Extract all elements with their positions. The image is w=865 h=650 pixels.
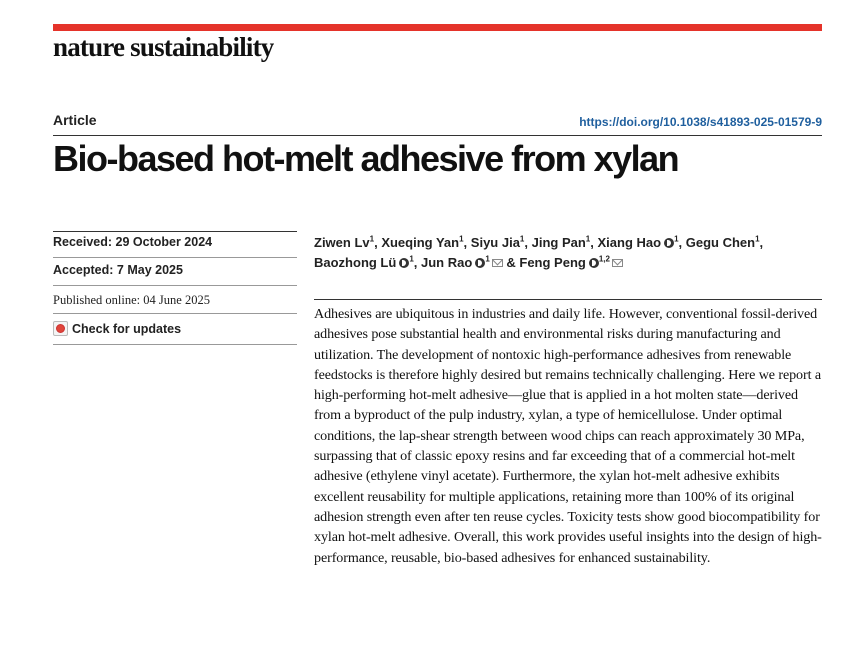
dates-divider xyxy=(53,285,297,286)
affiliation-number: 1 xyxy=(369,234,375,244)
article-title: Bio-based hot-melt adhesive from xylan xyxy=(53,138,679,179)
author-name[interactable] xyxy=(314,255,414,270)
affiliation-number: 1 xyxy=(519,234,525,244)
affiliation-number: 1 xyxy=(585,234,591,244)
author-name-text: Gegu Chen xyxy=(685,235,756,250)
author-name-text: Feng Peng xyxy=(519,255,586,270)
published-date: Published online: 04 June 2025 xyxy=(53,293,210,307)
dates-divider xyxy=(53,313,297,314)
title-divider xyxy=(53,135,822,136)
abstract-divider xyxy=(314,299,822,300)
author-name[interactable] xyxy=(381,235,463,250)
updates-divider xyxy=(53,344,297,345)
author-name[interactable] xyxy=(519,255,623,270)
affiliation-number: 1,2 xyxy=(598,254,610,264)
affiliation-number: 1 xyxy=(409,254,414,264)
journal-accent-bar xyxy=(53,24,822,31)
orcid-icon[interactable] xyxy=(475,258,485,268)
email-icon[interactable] xyxy=(612,259,623,267)
author-name[interactable] xyxy=(686,235,760,250)
check-for-updates-icon xyxy=(53,321,68,336)
author-name-text: Jing Pan xyxy=(531,235,586,250)
abstract-text: Adhesives are ubiquitous in industries and daily life. However, conventional fossil-derived adhesives pose substantial health and environmental risks during manufacturing and utilization. The development of nontoxic high-performance adhesives from renewable feedstocks is therefore highly desired but remains technically challenging. Here we report a high-performing hot-melt adhesive—glue that is applied in a hot molten state—derived from a byproduct of the pulp industry, xylan, a type of hemicellulose. Under optimal conditions, the lap-shear strength between wood chips can reach approximately 30 MPa, surpassing that of classic epoxy resins and far exceeding that of a commercial hot-melt adhesive (ethylene vinyl acetate). Furthermore, the xylan hot-melt adhesive exhibits excellent reusability for multiple applications, retaining more than 100% of its original adhesion strength even after ten reuse cycles. Toxicity tests show good biocompatibility for xylan hot-melt adhesive. Overall, this work provides useful insights into the design of high-performance, reusable, bio-based adhesives for enhanced sustainability. xyxy=(314,306,822,566)
author-name-text: Siyu Jia xyxy=(470,235,520,250)
orcid-icon[interactable] xyxy=(399,258,409,268)
author-name-text: Baozhong Lü xyxy=(314,255,397,270)
journal-name: nature sustainability xyxy=(53,32,274,62)
author-name-text: Xiang Hao xyxy=(597,235,662,250)
author-name[interactable] xyxy=(471,235,525,250)
author-name-text: Ziwen Lv xyxy=(314,235,370,250)
received-date: Received: 29 October 2024 xyxy=(53,235,213,249)
check-for-updates-label: Check for updates xyxy=(72,321,182,336)
author-list: Ziwen Lv$^1$, Xueqing Yan$^1$, Siyu Jia$^1$, Jing Pan$^1$, Xiang Hao $^1$, Gegu Chen$^1$, Baozhong Lü $^1$, Jun Rao $^1$ & Feng Peng $^{1,2}$ xyxy=(314,234,764,270)
dates-divider-top xyxy=(53,231,297,232)
author-name[interactable] xyxy=(532,235,591,250)
affiliation-number: 1 xyxy=(485,254,490,264)
author-name-text: Jun Rao xyxy=(421,255,473,270)
author-name[interactable] xyxy=(314,235,374,250)
author-name[interactable] xyxy=(597,235,678,250)
dates-divider xyxy=(53,257,297,258)
author-name-text: Xueqing Yan xyxy=(381,235,460,250)
affiliation-number: 1 xyxy=(755,234,760,244)
affiliation-number: 1 xyxy=(674,234,679,244)
article-type-label: Article xyxy=(53,112,97,128)
orcid-icon[interactable] xyxy=(664,238,674,248)
orcid-icon[interactable] xyxy=(589,258,599,268)
accepted-date: Accepted: 7 May 2025 xyxy=(53,263,183,277)
email-icon[interactable] xyxy=(492,259,503,267)
check-for-updates-button[interactable] xyxy=(53,321,181,336)
doi-link[interactable]: https://doi.org/10.1038/s41893-025-01579-9 xyxy=(579,115,822,129)
affiliation-number: 1 xyxy=(459,234,464,244)
author-name[interactable] xyxy=(421,255,503,270)
